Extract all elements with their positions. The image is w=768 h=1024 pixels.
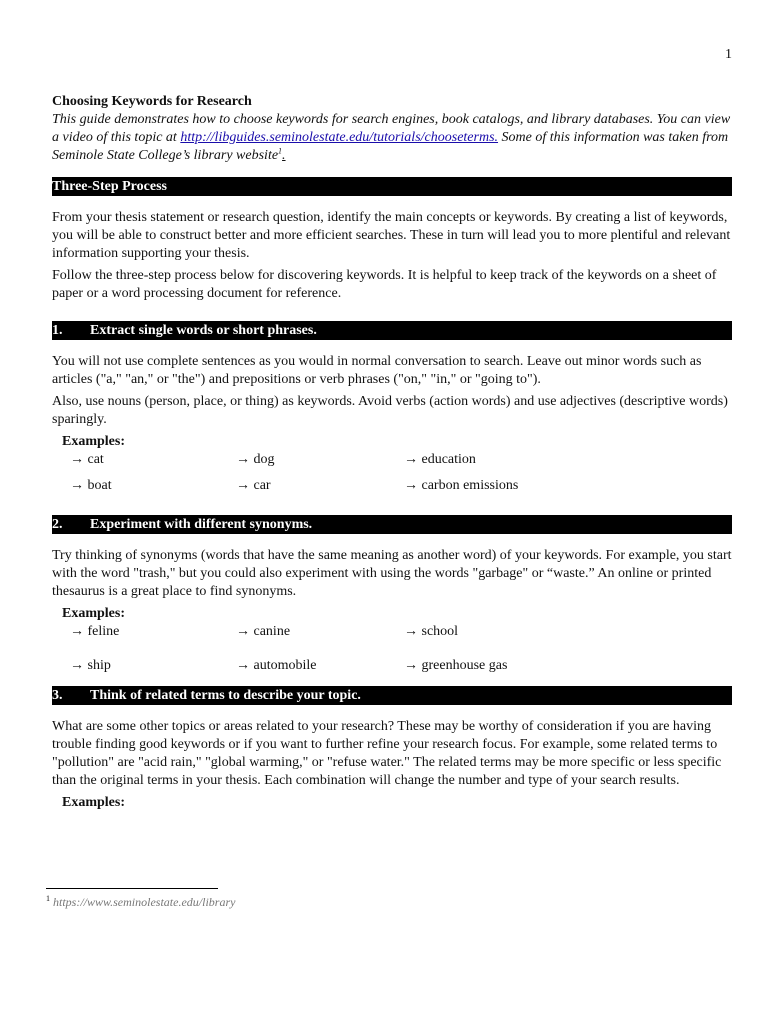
example-item: → feline	[70, 624, 120, 639]
section-heading-text: Extract single words or short phrases.	[90, 323, 317, 338]
example-item: → car	[236, 478, 271, 493]
example-item: → canine	[236, 624, 291, 639]
step1-paragraph-1: You will not use complete sentences as you would in normal conversation to search. Leave out minor words such as articles ("a," "an," or "the") and prepositions or verb phrases ("on," "in," or "going to").	[52, 354, 702, 387]
step1-paragraph-2: Also, use nouns (person, place, or thing) as keywords. Avoid verbs (action words) and use adjectives (descriptive words) sparingly.	[52, 394, 728, 427]
section-heading-text: Three-Step Process	[52, 179, 167, 194]
footnote-separator	[46, 888, 218, 889]
example-item: → dog	[236, 452, 275, 467]
step-number: 3.	[52, 688, 63, 703]
page-number: 1	[725, 47, 732, 62]
example-item: → greenhouse gas	[404, 658, 508, 673]
document-body	[52, 93, 732, 812]
section-heading-step2	[52, 515, 732, 534]
footnote-number: 1	[46, 894, 50, 903]
example-row	[52, 623, 732, 641]
example-item: → carbon emissions	[404, 478, 519, 493]
intro-end: .	[282, 148, 286, 163]
section-heading-step3	[52, 686, 732, 705]
examples-label: Examples:	[62, 434, 125, 449]
example-item: → school	[404, 624, 459, 639]
process-paragraph-2: Follow the three-step process below for discovering keywords. It is helpful to keep track of the keywords on a sheet of paper or a word processing document for reference.	[52, 268, 717, 301]
example-row	[52, 657, 732, 675]
document-title: Choosing Keywords for Research	[52, 94, 252, 109]
example-item: → automobile	[236, 658, 317, 673]
example-item: → boat	[70, 478, 112, 493]
examples-label: Examples:	[62, 795, 125, 810]
footnote-ref[interactable]: 1	[278, 146, 283, 156]
footnote	[46, 894, 235, 910]
footnote-link[interactable]: https://www.seminolestate.edu/library	[53, 895, 236, 909]
examples-label: Examples:	[62, 606, 125, 621]
intro-text-before: This guide demonstrates how to choose keywords for search engines, book catalogs, and library databases. You can view a video of this topic at	[52, 112, 731, 145]
intro-paragraph	[52, 111, 732, 165]
example-item: → cat	[70, 452, 104, 467]
example-item: → education	[404, 452, 476, 467]
section-heading-step1	[52, 321, 732, 340]
example-item: → ship	[70, 658, 111, 673]
section-heading-text: Think of related terms to describe your topic.	[90, 688, 361, 703]
step3-paragraph-1: What are some other topics or areas related to your research? These may be worthy of consideration if you are having trouble finding good keywords or if you want to further refine your research focus. For example, some related terms to "pollution" are "acid rain," "global warming," or "refuse water." The related terms may be more specific or less specific than the original terms in your thesis. Each combination will change the number and type of your search results.	[52, 719, 722, 788]
step-number: 2.	[52, 517, 63, 532]
video-link[interactable]: http://libguides.seminolestate.edu/tutorials/chooseterms.	[180, 130, 499, 145]
section-heading-text: Experiment with different synonyms.	[90, 517, 313, 532]
example-row	[52, 451, 732, 469]
step2-paragraph-1: Try thinking of synonyms (words that have the same meaning as another word) of your keywords. For example, you start with the word "trash," but you could also experiment with using the words "garbage" or “waste.” An online or printed thesaurus is a great place to find synonyms.	[52, 548, 732, 599]
intro-text-after: Some of this information was taken from Seminole State College’s library website	[52, 130, 729, 163]
process-paragraph-1: From your thesis statement or research question, identify the main concepts or keywords. By creating a list of keywords, you will be able to construct better and more efficient searches. These in turn will lead you to more plentiful and relevant information supporting your thesis.	[52, 210, 731, 261]
section-heading-process	[52, 177, 732, 196]
step-number: 1.	[52, 323, 63, 338]
example-row	[52, 477, 732, 495]
